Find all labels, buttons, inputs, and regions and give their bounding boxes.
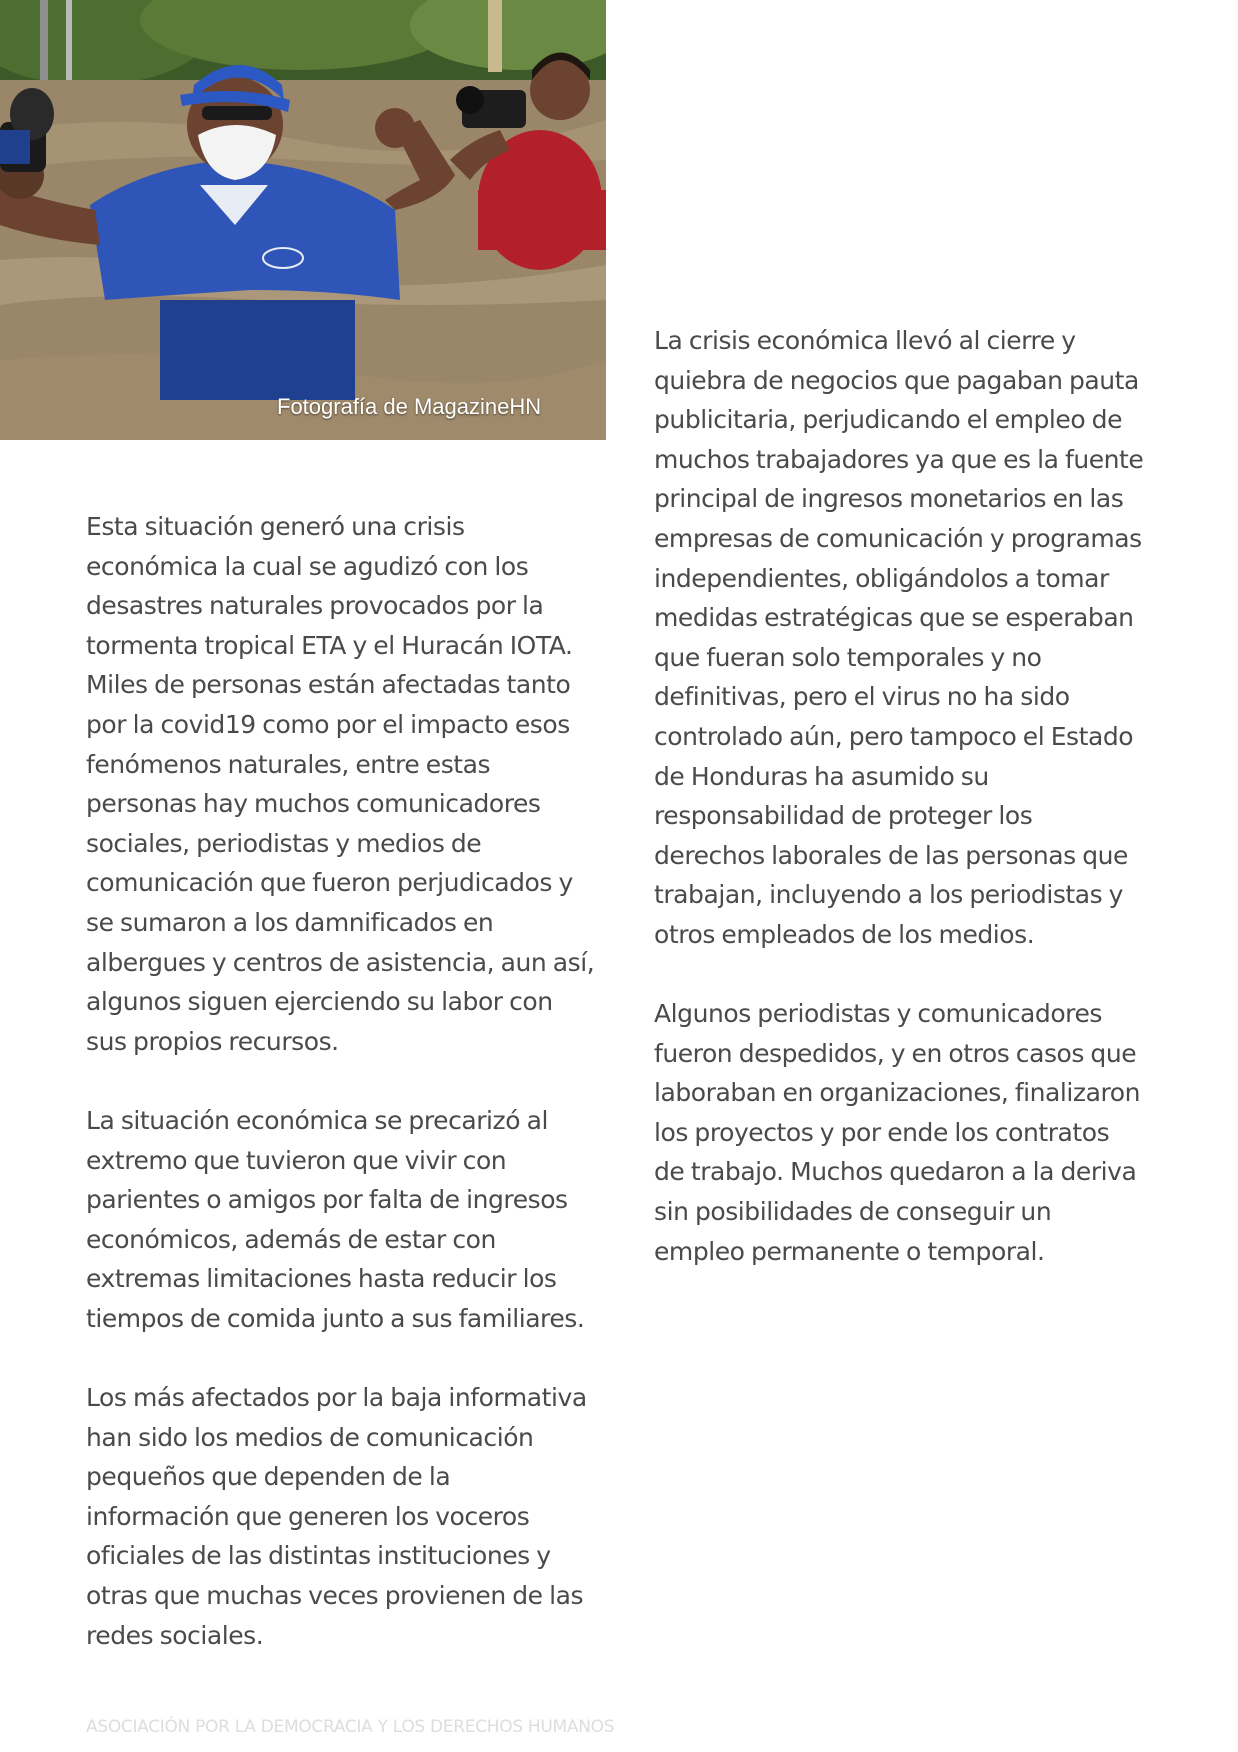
paragraph-most-affected: Los más afectados por la baja informativa han sido los medios de comunicación pequeños que dependen de la información que generen los voceros oficiales de las distintas instituciones y otras que muchas veces provienen de las redes sociales.	[86, 1383, 587, 1650]
left-column	[86, 507, 606, 1695]
reporter-in-flood-illustration	[0, 0, 606, 440]
paragraph-business-closures: La crisis económica llevó al cierre y quiebra de negocios que pagaban pauta publicitaria, perjudicando el empleo de muchos trabajadores ya que es la fuente principal de ingresos monetarios en las empresas de comunicación y programas independientes, obligándolos a tomar medidas estratégicas que se esperaban que fueran solo temporales y no definitivas, pero el virus no ha sido controlado aún, pero tampoco el Estado de Honduras ha asumido su responsabilidad de proteger los derechos laborales de las personas que trabajan, incluyendo a los periodistas y otros empleados de los medios.	[654, 326, 1144, 949]
paragraph-economic-crisis: Esta situación generó una crisis económica la cual se agudizó con los desastres naturales provocados por la tormenta tropical ETA y el Huracán IOTA. Miles de personas están afectadas tanto por la covid19 como por el impacto esos fenómenos naturales, entre estas personas hay muchos comunicadores sociales, periodistas y medios de comunicación que fueron perjudicados y se sumaron a los damnificados en albergues y centros de asistencia, aun así, algunos siguen ejerciendo su labor con sus propios recursos.	[86, 512, 595, 1056]
right-column	[654, 321, 1174, 1311]
paragraph-layoffs: Algunos periodistas y comunicadores fueron despedidos, y en otros casos que laboraban en organizaciones, finalizaron los proyectos y por ende los contratos de trabajo. Muchos quedaron a la deriva sin posibilidades de conseguir un empleo permanente o temporal.	[654, 999, 1140, 1266]
paragraph-precarious-situation: La situación económica se precarizó al extremo que tuvieron que vivir con parientes o amigos por falta de ingresos económicos, además de estar con extremas limitaciones hasta reducir los tiempos de comida junto a sus familiares.	[86, 1105, 585, 1333]
article-photo	[0, 0, 606, 440]
footer-organization: ASOCIACIÓN POR LA DEMOCRACIA Y LOS DERECHOS HUMANOS	[86, 1717, 615, 1737]
photo-caption: Fotografía de MagazineHN	[277, 394, 542, 419]
